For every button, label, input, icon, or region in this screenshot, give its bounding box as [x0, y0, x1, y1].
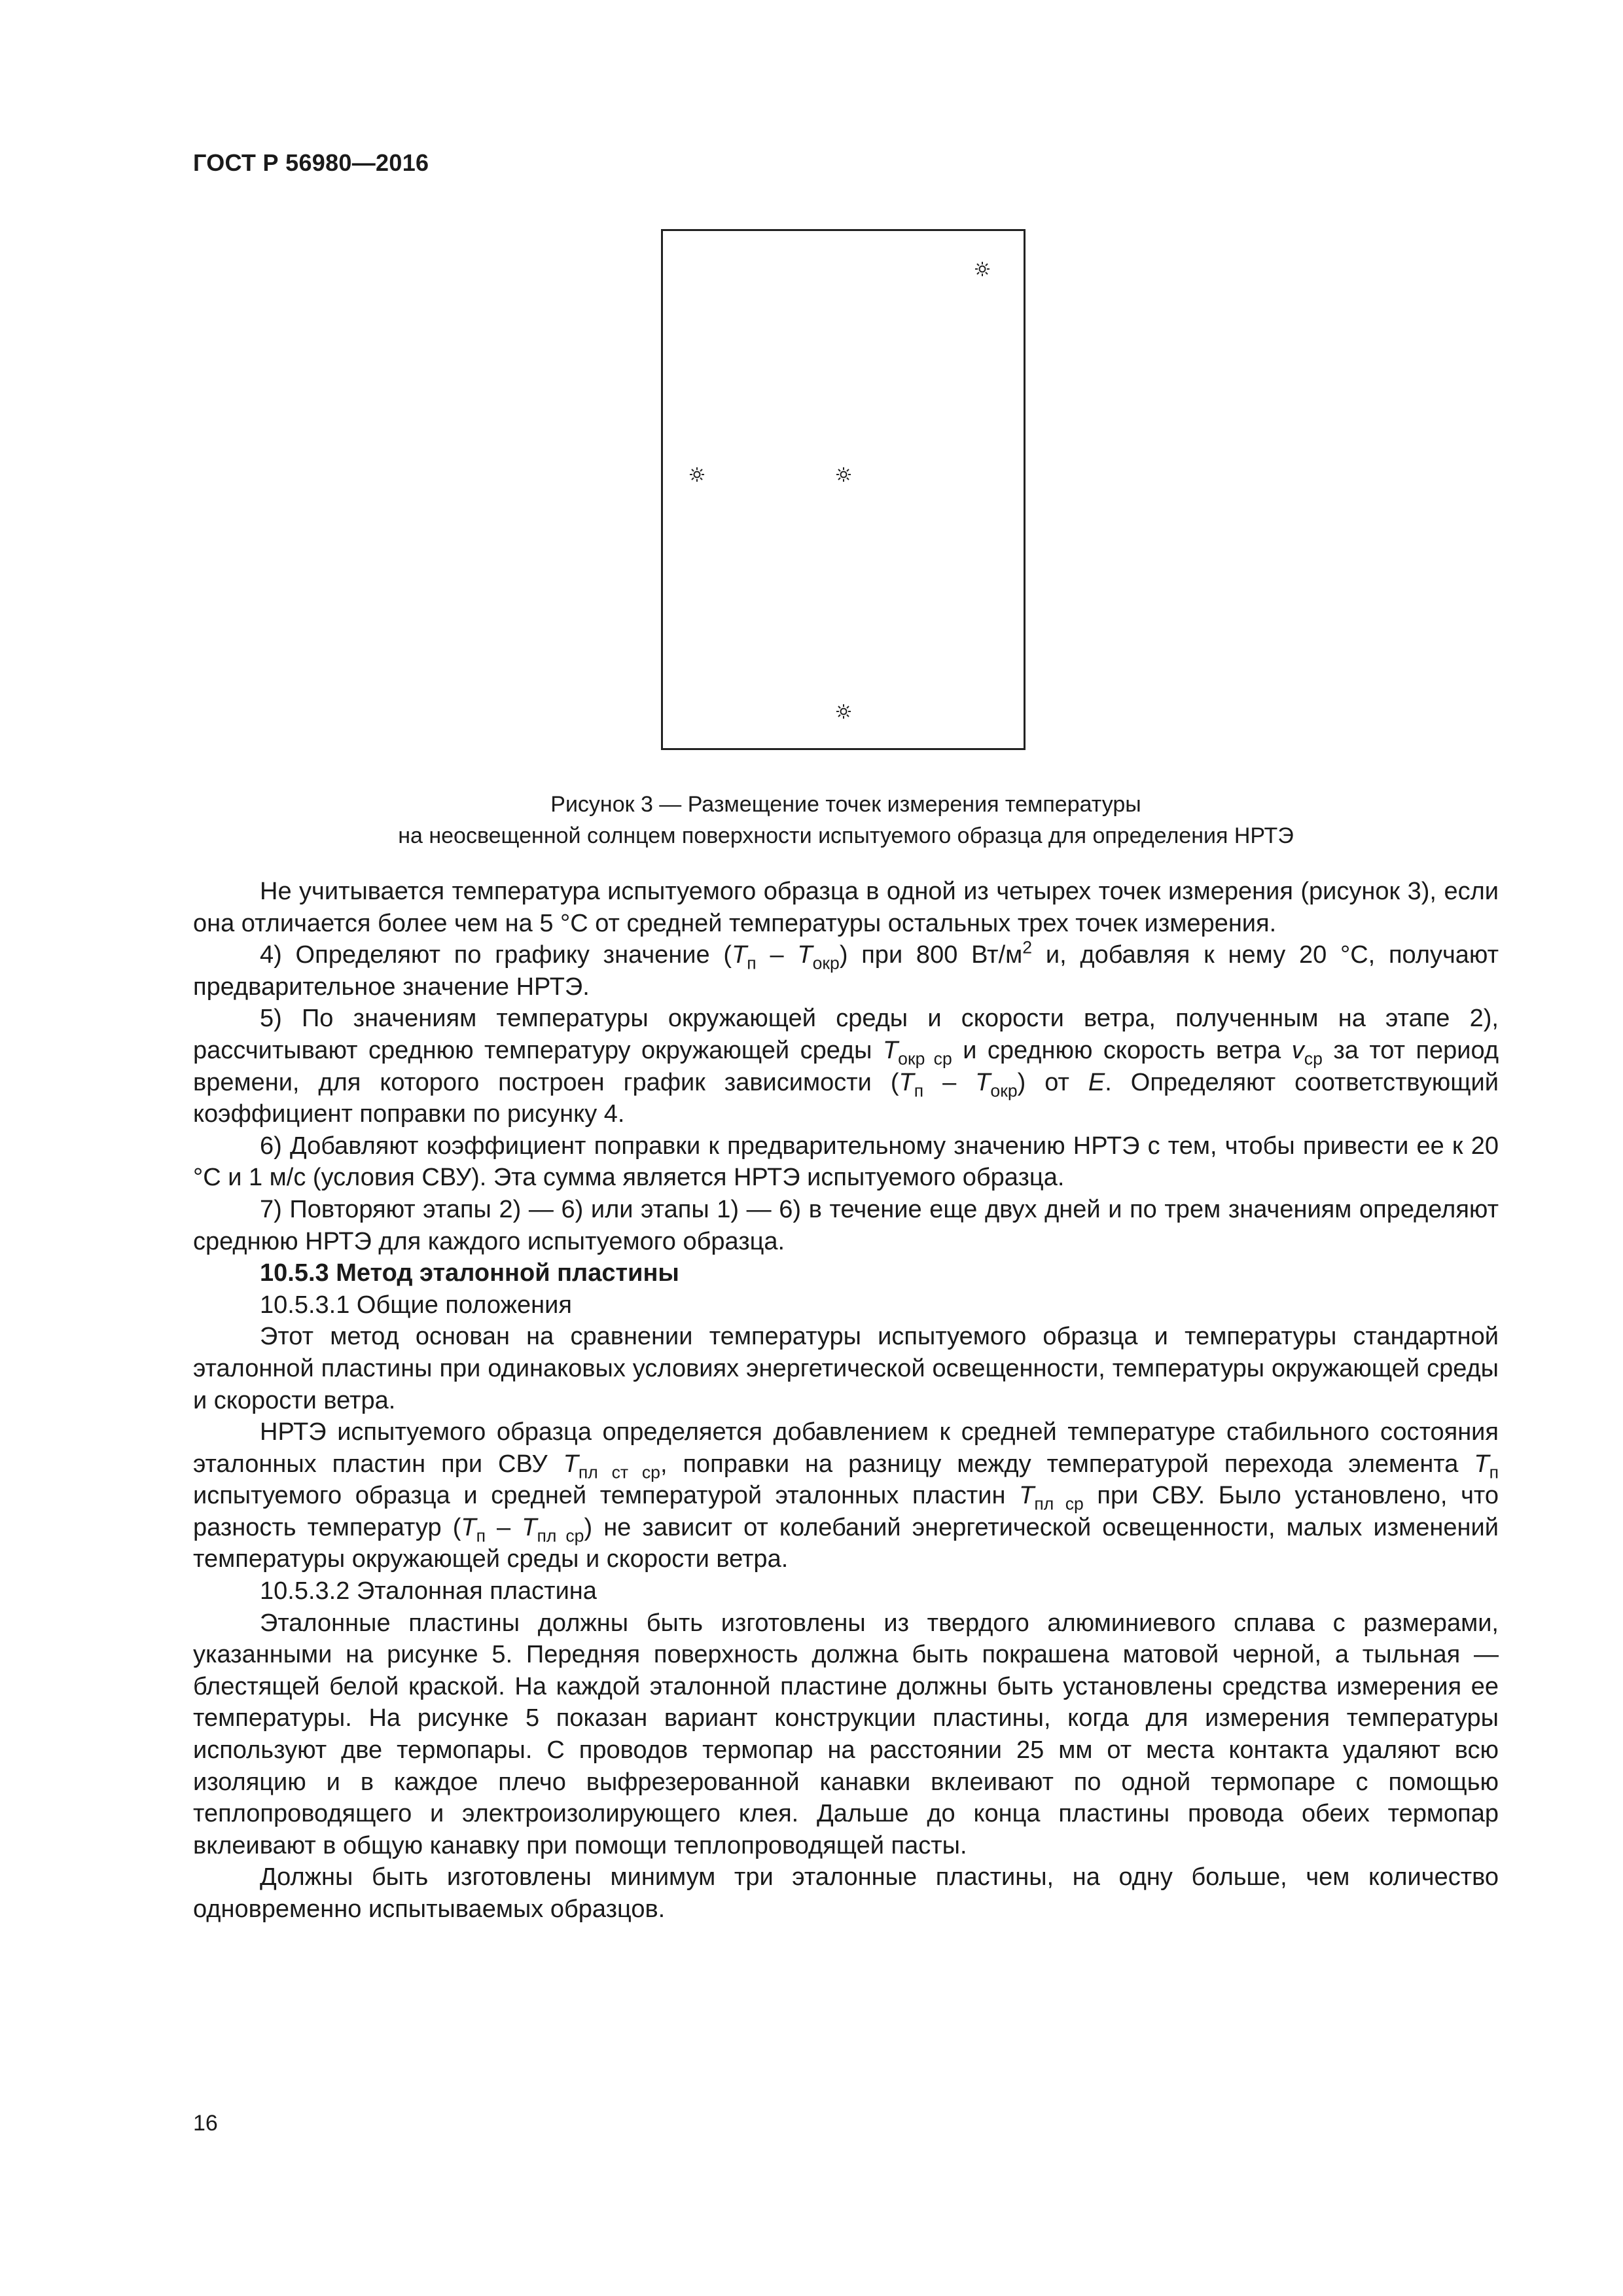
paragraph-step-7: 7) Повторяют этапы 2) — 6) или этапы 1) — 6) в течение еще двух дней и по трем значениям определяют среднюю НРТЭ для каждого испытуемого образца.: [193, 1195, 1499, 1255]
sun-icon: [974, 261, 990, 277]
subsection-heading-10-5-3-2: 10.5.3.2 Эталонная пластина: [260, 1577, 597, 1605]
document-body: [193, 876, 1499, 1926]
paragraph-step-4: 4) Определяют по графику значение $(T_п - T_{окр})$ при 800 $Вт/м^2$ и, добавляя к нему 20 °С, получают предварительное значение НРТЭ.: [193, 937, 1499, 1001]
figure-caption-title: Рисунок 3 — Размещение точек измерения температуры: [550, 792, 1141, 817]
paragraph-step-6: 6) Добавляют коэффициент поправки к предварительному значению НРТЭ с тем, чтобы привести ее к 20 °С и 1 м/с (условия СВУ). Эта сумма является НРТЭ испытуемого образца.: [193, 1132, 1499, 1192]
sample-outline-figure: [661, 229, 1026, 750]
paragraph-exclusion-rule: Не учитывается температура испытуемого образца в одной из четырех точек измерения (рисунок 3), если она отличается более чем на 5 °С от средней температуры остальных трех точек измерения.: [193, 878, 1499, 937]
paragraph-plate-construction: Эталонные пластины должны быть изготовлены из твердого алюминиевого сплава с размерами, указанными на рисунке 5. Передняя поверхность должна быть покрашена матовой черной, а тыльная — блестящей белой краской. На каждой эталонной пластине должны быть установлены средства измерения ее температуры. На рисунке 5 показан вариант конструкции пластины, когда для измерения температуры используют две термопары. С проводов термопар на расстоянии 25 мм от места контакта удаляют всю изоляцию и в каждое плечо выфрезерованной канавки вклеивают по одной термопаре с помощью теплопроводящего и электроизолирующего клея. Дальше до конца пластины провода обеих термопар вклеивают в общую канавку при помощи теплопроводящей пасты.: [193, 1609, 1499, 1859]
figure-caption-subtitle: на неосвещенной солнцем поверхности испытуемого образца для определения НРТЭ: [398, 823, 1294, 848]
paragraph-nrte-definition: НРТЭ испытуемого образца определяется добавлением к средней температуре стабильного состояния эталонных пластин при СВУ $T_{пл ст ср}$, поправки на разницу между температурой перехода элемента $T_п$ испытуемого образца и средней температурой эталонных пластин $T_{пл ср}$ при СВУ. Было установлено, что разность температур $(T_п - T_{пл ср})$ не зависит от колебаний энергетической освещенности, малых изменений температуры окружающей среды и скорости ветра.: [193, 1418, 1499, 1573]
sun-icon: [836, 467, 851, 482]
paragraph-plate-count: Должны быть изготовлены минимум три эталонные пластины, на одну больше, чем количество одновременно испытываемых образцов.: [193, 1863, 1499, 1923]
document-code-header: ГОСТ Р 56980—2016: [193, 149, 429, 176]
sun-icon: [836, 704, 851, 719]
subsection-heading-10-5-3-1: 10.5.3.1 Общие положения: [260, 1291, 572, 1319]
section-heading-10-5-3: 10.5.3 Метод эталонной пластины: [260, 1259, 679, 1287]
paragraph-step-5: 5) По значениям температуры окружающей среды и скорости ветра, полученным на этапе 2), рассчитывают среднюю температуру окружающей среды $T_{окр ср}$ и среднюю скорость ветра $v_{ср}$ за тот период времени, для которого построен график зависимости $(T_п - T_{окр})$ от E. Определяют соответствующий коэффициент поправки по рисунку 4.: [193, 1005, 1499, 1128]
page-number: 16: [193, 2111, 218, 2136]
sun-icon: [689, 467, 705, 482]
paragraph-method-basis: Этот метод основан на сравнении температуры испытуемого образца и температуры стандартной эталонной пластины при одинаковых условиях энергетической освещенности, температуры окружающей среды и скорости ветра.: [193, 1323, 1499, 1414]
